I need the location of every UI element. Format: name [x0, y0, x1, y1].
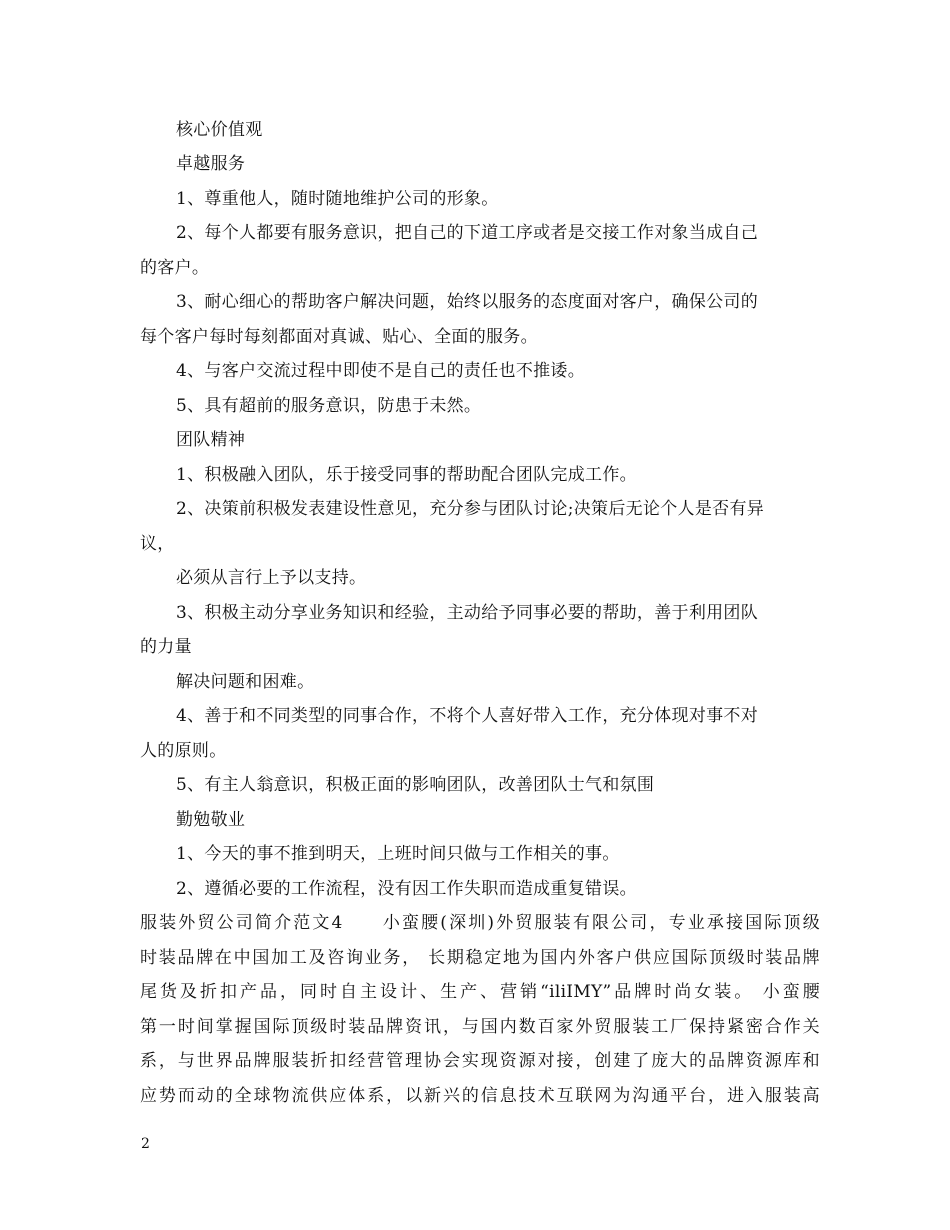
- text-line: 第一时间掌握国际顶级时装品牌资讯，与国内数百家外贸服装工厂保持紧密合作关: [140, 1017, 820, 1037]
- heading-core-values: 核心价值观: [176, 120, 263, 140]
- heading-excellent-service: 卓越服务: [176, 154, 246, 174]
- text-line: 2、决策前积极发表建设性意见，充分参与团队讨论;决策后无论个人是否有异: [176, 499, 765, 519]
- text-line: 每个客户每时每刻都面对真诚、贴心、全面的服务。: [140, 327, 538, 347]
- text-line: 服装外贸公司简介范文4 小蛮腰(深圳)外贸服装有限公司，专业承接国际顶级: [140, 913, 820, 933]
- text-line: 人的原则。: [140, 741, 227, 761]
- text-line: 尾货及折扣产品，同时自主设计、生产、营销“iliIMY”品牌时尚女装。 小蛮腰: [140, 982, 820, 1002]
- text-line: 时装品牌在中国加工及咨询业务， 长期稳定地为国内外客户供应国际顶级时装品牌: [140, 948, 820, 968]
- text-line: 的客户。: [140, 258, 210, 278]
- text-line: 3、积极主动分享业务知识和经验，主动给予同事必要的帮助，善于利用团队: [176, 603, 759, 623]
- text-line: 应势而动的全球物流供应体系，以新兴的信息技术互联网为沟通平台，进入服装高: [140, 1086, 820, 1106]
- text-line: 系，与世界品牌服装折扣经营管理协会实现资源对接，创建了庞大的品牌资源库和: [140, 1051, 820, 1071]
- text-line: 5、有主人翁意识，积极正面的影响团队，改善团队士气和氛围: [176, 775, 655, 795]
- text-line: 1、尊重他人，随时随地维护公司的形象。: [176, 189, 499, 209]
- text-line: 的力量: [140, 637, 192, 657]
- page-number: 2: [141, 1136, 150, 1152]
- text-line: 3、耐心细心的帮助客户解决问题，始终以服务的态度面对客户，确保公司的: [176, 292, 759, 312]
- text-line: 必须从言行上予以支持。: [176, 568, 367, 588]
- text-line: 5、具有超前的服务意识，防患于未然。: [176, 396, 482, 416]
- text-line: 议，: [140, 534, 175, 554]
- text-line: 解决问题和困难。: [176, 672, 315, 692]
- text-line: 4、与客户交流过程中即使不是自己的责任也不推诿。: [176, 361, 586, 381]
- text-line: 4、善于和不同类型的同事合作，不将个人喜好带入工作，充分体现对事不对: [176, 706, 759, 726]
- heading-diligence: 勤勉敬业: [176, 810, 246, 830]
- text-line: 2、每个人都要有服务意识，把自己的下道工序或者是交接工作对象当成自己: [176, 223, 759, 243]
- text-line: 1、今天的事不推到明天，上班时间只做与工作相关的事。: [176, 844, 620, 864]
- heading-team-spirit: 团队精神: [176, 430, 246, 450]
- text-line: 1、积极融入团队，乐于接受同事的帮助配合团队完成工作。: [176, 465, 637, 485]
- text-line: 2、遵循必要的工作流程，没有因工作失职而造成重复错误。: [176, 879, 637, 899]
